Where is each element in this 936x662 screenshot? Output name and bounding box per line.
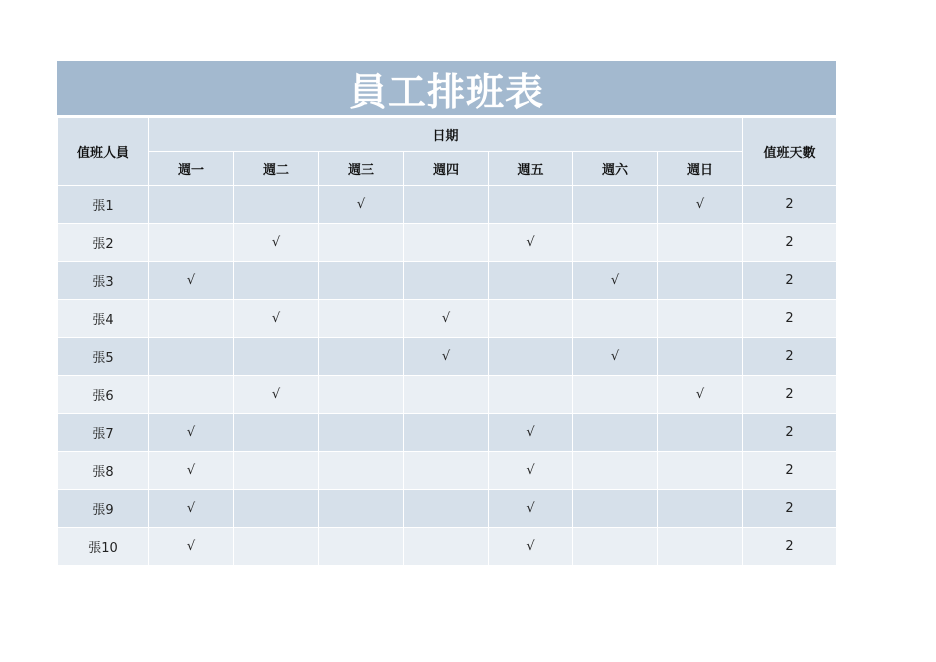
shift-mark-cell: √ bbox=[489, 452, 573, 490]
shift-mark-cell bbox=[319, 528, 404, 566]
shift-mark-cell bbox=[404, 186, 489, 224]
schedule-title: 員工排班表 bbox=[57, 61, 836, 115]
day-header-tue: 週二 bbox=[234, 152, 319, 186]
shift-count-cell: 2 bbox=[743, 262, 837, 300]
staff-name-cell: 張6 bbox=[58, 376, 149, 414]
day-header-sun: 週日 bbox=[658, 152, 743, 186]
day-header-thu: 週四 bbox=[404, 152, 489, 186]
shift-mark-cell bbox=[658, 452, 743, 490]
shift-mark-cell: √ bbox=[234, 376, 319, 414]
shift-mark-cell bbox=[149, 300, 234, 338]
date-group-header: 日期 bbox=[149, 118, 743, 152]
shift-mark-cell bbox=[658, 300, 743, 338]
shift-mark-cell: √ bbox=[573, 338, 658, 376]
shift-count-cell: 2 bbox=[743, 452, 837, 490]
table-row bbox=[58, 490, 837, 528]
shift-mark-cell bbox=[404, 414, 489, 452]
shift-mark-cell: √ bbox=[149, 452, 234, 490]
staff-column-header: 值班人員 bbox=[58, 118, 149, 186]
shift-mark-cell: √ bbox=[149, 528, 234, 566]
count-column-header: 值班天數 bbox=[743, 118, 837, 186]
table-row bbox=[58, 414, 837, 452]
shift-mark-cell: √ bbox=[489, 490, 573, 528]
shift-mark-cell bbox=[404, 376, 489, 414]
shift-mark-cell bbox=[319, 490, 404, 528]
schedule-body bbox=[58, 186, 837, 566]
shift-count-cell: 2 bbox=[743, 528, 837, 566]
shift-mark-cell bbox=[573, 414, 658, 452]
shift-mark-cell: √ bbox=[489, 414, 573, 452]
staff-name-cell: 張10 bbox=[58, 528, 149, 566]
schedule-sheet bbox=[57, 61, 836, 566]
shift-mark-cell bbox=[149, 186, 234, 224]
shift-mark-cell: √ bbox=[234, 224, 319, 262]
shift-mark-cell bbox=[573, 224, 658, 262]
shift-mark-cell bbox=[658, 338, 743, 376]
staff-name-cell: 張8 bbox=[58, 452, 149, 490]
staff-name-cell: 張7 bbox=[58, 414, 149, 452]
shift-mark-cell bbox=[658, 224, 743, 262]
day-header-mon: 週一 bbox=[149, 152, 234, 186]
table-row bbox=[58, 528, 837, 566]
table-row bbox=[58, 262, 837, 300]
staff-name-cell: 張1 bbox=[58, 186, 149, 224]
day-header-fri: 週五 bbox=[489, 152, 573, 186]
shift-mark-cell bbox=[149, 224, 234, 262]
shift-mark-cell bbox=[489, 262, 573, 300]
shift-mark-cell bbox=[573, 300, 658, 338]
shift-mark-cell bbox=[234, 528, 319, 566]
shift-count-cell: 2 bbox=[743, 376, 837, 414]
shift-count-cell: 2 bbox=[743, 186, 837, 224]
shift-mark-cell bbox=[573, 490, 658, 528]
shift-count-cell: 2 bbox=[743, 300, 837, 338]
shift-mark-cell bbox=[658, 490, 743, 528]
shift-mark-cell bbox=[573, 528, 658, 566]
shift-mark-cell: √ bbox=[149, 490, 234, 528]
staff-name-cell: 張9 bbox=[58, 490, 149, 528]
day-header-sat: 週六 bbox=[573, 152, 658, 186]
shift-mark-cell: √ bbox=[149, 414, 234, 452]
shift-mark-cell: √ bbox=[658, 186, 743, 224]
staff-name-cell: 張5 bbox=[58, 338, 149, 376]
shift-mark-cell bbox=[573, 376, 658, 414]
shift-mark-cell bbox=[319, 376, 404, 414]
shift-mark-cell bbox=[404, 528, 489, 566]
shift-mark-cell bbox=[234, 490, 319, 528]
shift-mark-cell bbox=[489, 300, 573, 338]
shift-mark-cell: √ bbox=[489, 224, 573, 262]
shift-mark-cell bbox=[404, 490, 489, 528]
staff-name-cell: 張2 bbox=[58, 224, 149, 262]
shift-mark-cell bbox=[489, 338, 573, 376]
shift-count-cell: 2 bbox=[743, 414, 837, 452]
shift-count-cell: 2 bbox=[743, 224, 837, 262]
shift-mark-cell bbox=[234, 452, 319, 490]
shift-mark-cell bbox=[658, 414, 743, 452]
staff-name-cell: 張4 bbox=[58, 300, 149, 338]
shift-mark-cell bbox=[149, 376, 234, 414]
shift-mark-cell bbox=[658, 528, 743, 566]
table-row bbox=[58, 186, 837, 224]
shift-mark-cell: √ bbox=[658, 376, 743, 414]
shift-mark-cell bbox=[149, 338, 234, 376]
table-row bbox=[58, 300, 837, 338]
shift-count-cell: 2 bbox=[743, 338, 837, 376]
shift-mark-cell bbox=[489, 186, 573, 224]
shift-mark-cell bbox=[319, 338, 404, 376]
shift-mark-cell: √ bbox=[234, 300, 319, 338]
shift-mark-cell bbox=[573, 186, 658, 224]
shift-mark-cell: √ bbox=[573, 262, 658, 300]
shift-mark-cell bbox=[234, 186, 319, 224]
shift-mark-cell bbox=[404, 452, 489, 490]
table-row bbox=[58, 338, 837, 376]
shift-mark-cell bbox=[319, 224, 404, 262]
shift-mark-cell bbox=[319, 300, 404, 338]
shift-count-cell: 2 bbox=[743, 490, 837, 528]
shift-mark-cell bbox=[404, 262, 489, 300]
header-row-days bbox=[58, 152, 837, 186]
shift-mark-cell bbox=[234, 338, 319, 376]
table-row bbox=[58, 224, 837, 262]
shift-mark-cell bbox=[489, 376, 573, 414]
shift-mark-cell: √ bbox=[489, 528, 573, 566]
table-row bbox=[58, 452, 837, 490]
shift-mark-cell: √ bbox=[404, 338, 489, 376]
header-row-top bbox=[58, 118, 837, 152]
shift-mark-cell bbox=[319, 414, 404, 452]
table-row bbox=[58, 376, 837, 414]
day-header-wed: 週三 bbox=[319, 152, 404, 186]
shift-mark-cell bbox=[319, 452, 404, 490]
schedule-table bbox=[57, 117, 837, 566]
shift-mark-cell bbox=[573, 452, 658, 490]
shift-mark-cell bbox=[234, 262, 319, 300]
shift-mark-cell bbox=[658, 262, 743, 300]
shift-mark-cell: √ bbox=[404, 300, 489, 338]
shift-mark-cell: √ bbox=[149, 262, 234, 300]
shift-mark-cell bbox=[404, 224, 489, 262]
shift-mark-cell: √ bbox=[319, 186, 404, 224]
staff-name-cell: 張3 bbox=[58, 262, 149, 300]
shift-mark-cell bbox=[319, 262, 404, 300]
shift-mark-cell bbox=[234, 414, 319, 452]
